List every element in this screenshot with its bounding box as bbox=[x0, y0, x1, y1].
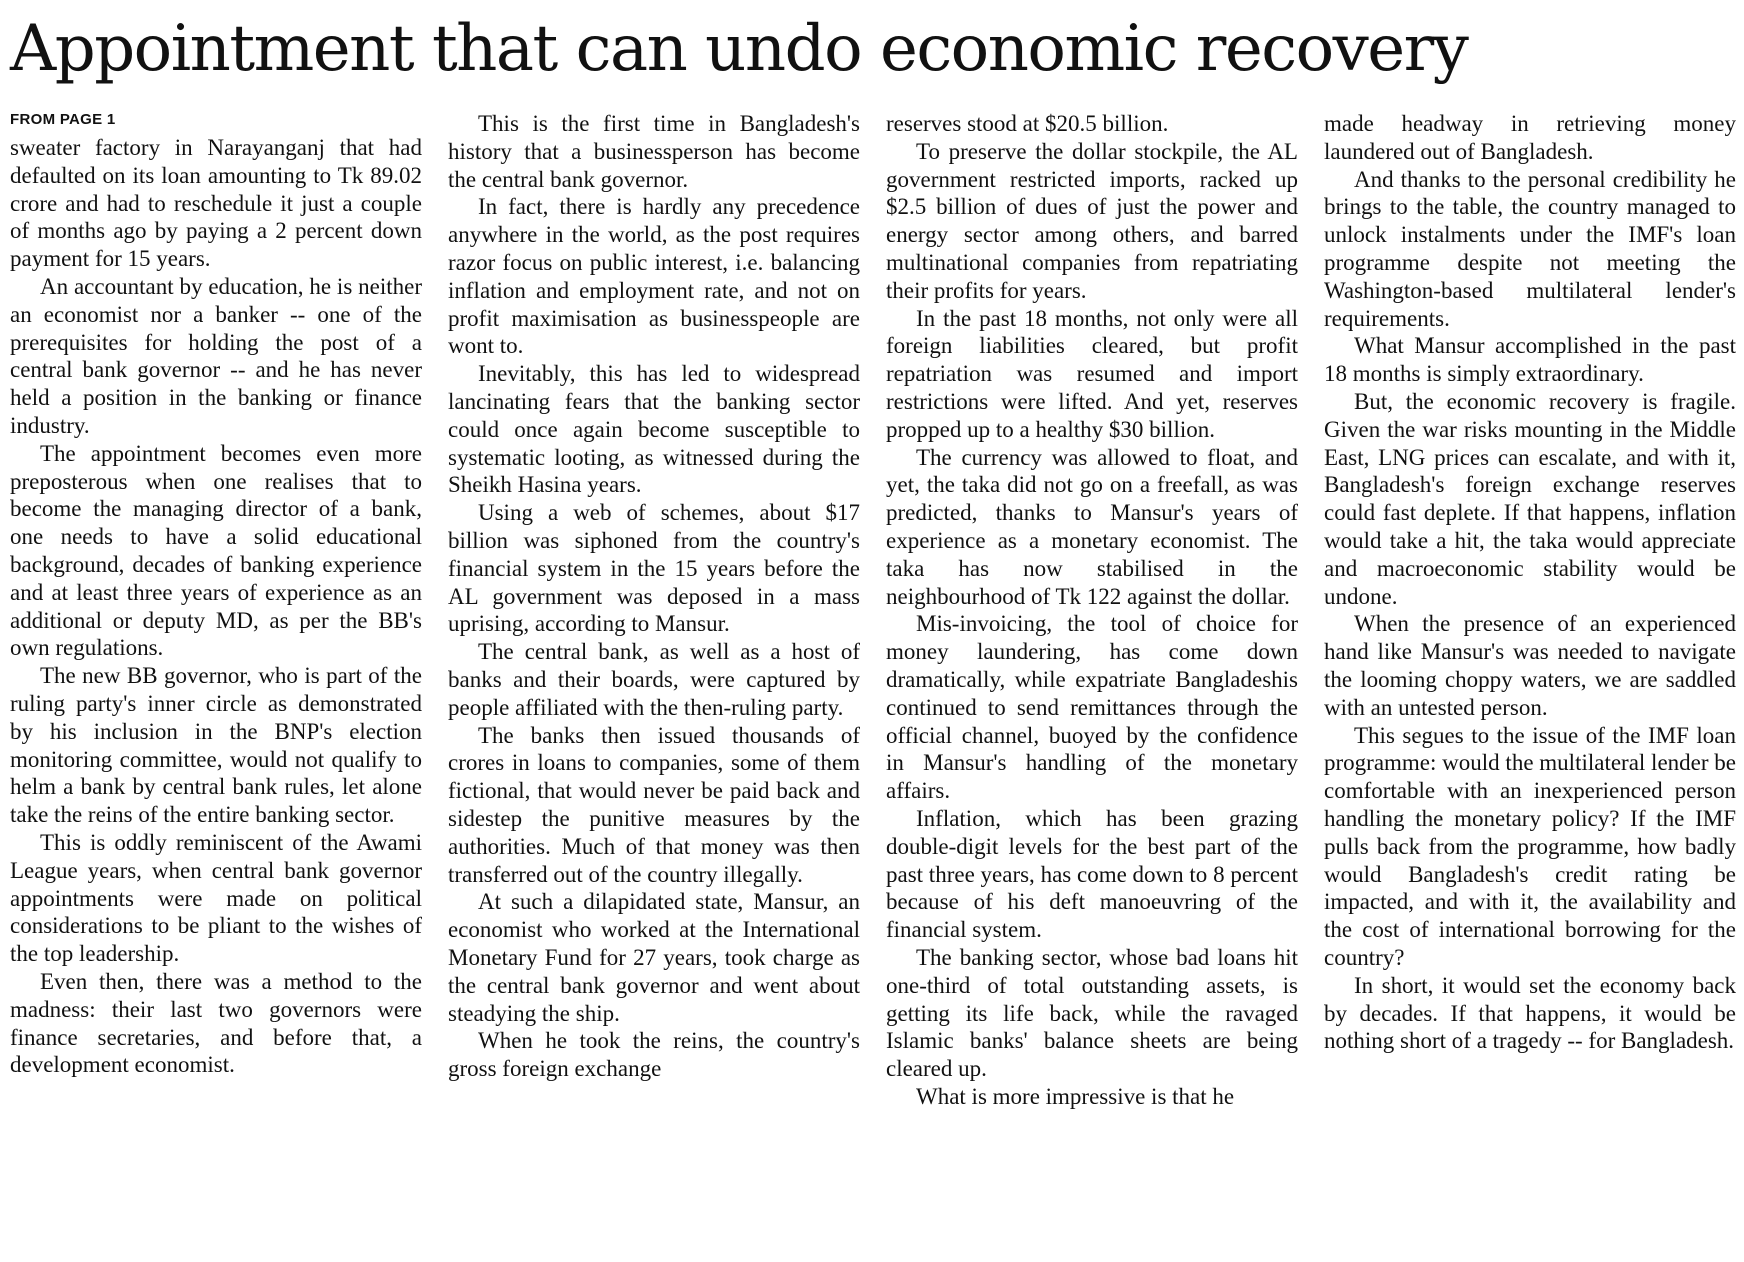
article-paragraph: But, the economic recovery is fragile. Given the war risks mounting in the Middle East, LNG prices can escalate, and with it, Bangladesh's foreign exchange reserves could fast deplete. If that happens, inflation would take a hit, the taka would appreciate and macroeconomic stability would be undone. bbox=[1324, 388, 1736, 609]
article-paragraph: The new BB governor, who is part of the ruling party's inner circle as demonstrated by his inclusion in the BNP's election monitoring committee, would not qualify to helm a bank by central bank rules, let alone take the reins of the entire banking sector. bbox=[10, 663, 422, 828]
article-paragraph: An accountant by education, he is neither an economist nor a banker -- one of the prerequisites for holding the post of a central bank governor -- and he has never held a position in the banking or finance industry. bbox=[10, 273, 422, 438]
article-paragraph: sweater factory in Narayanganj that had defaulted on its loan amounting to Tk 89.02 crore and had to reschedule it just a couple of months ago by paying a 2 percent down payment for 15 years. bbox=[10, 135, 422, 272]
article-column-1 bbox=[10, 110, 422, 1258]
article-paragraph: This is oddly reminiscent of the Awami League years, when central bank governor appointments were made on political considerations to be pliant to the wishes of the top leadership. bbox=[10, 829, 422, 967]
article-paragraph: Inflation, which has been grazing double-digit levels for the best part of the past three years, has come down to 8 percent because of his deft manoeuvring of the financial system. bbox=[886, 805, 1298, 943]
article-paragraph: Even then, there was a method to the madness: their last two governors were finance secretaries, and before that, a development economist. bbox=[10, 968, 422, 1078]
article-paragraph: The currency was allowed to float, and yet, the taka did not go on a freefall, as was predicted, thanks to Mansur's years of experience as a monetary economist. The taka has now stabilised in the neighbourhood of Tk 122 against the dollar. bbox=[886, 444, 1298, 609]
article-paragraph: The banks then issued thousands of crores in loans to companies, some of them fictional, that would never be paid back and sidestep the punitive measures by the authorities. Much of that money was then transferred out of the country illegally. bbox=[448, 722, 860, 887]
article-paragraph: In the past 18 months, not only were all foreign liabilities cleared, but profit repatriation was resumed and import restrictions were lifted. And yet, reserves propped up to a healthy $30 billion. bbox=[886, 305, 1298, 442]
article-paragraph: And thanks to the personal credibility he brings to the table, the country managed to unlock instalments under the IMF's loan programme despite not meeting the Washington-based multilateral lender's requirements. bbox=[1324, 166, 1736, 331]
article-paragraph: When the presence of an experienced hand like Mansur's was needed to navigate the looming choppy waters, we are saddled with an untested person. bbox=[1324, 611, 1736, 720]
article-paragraph: To preserve the dollar stockpile, the AL government restricted imports, racked up $2.5 billion of dues of just the power and energy sector among others, and barred multinational companies from repatriating their profits for years. bbox=[886, 138, 1298, 303]
article-paragraph: The appointment becomes even more preposterous when one realises that to become the managing director of a bank, one needs to have a solid educational background, decades of banking experience and at least three years of experience as an additional or deputy MD, as per the BB's own regulations. bbox=[10, 440, 422, 661]
article-paragraph: This segues to the issue of the IMF loan programme: would the multilateral lender be comfortable with an inexperienced person handling the monetary policy? If the IMF pulls back from the programme, how badly would Bangladesh's credit rating be impacted, and with it, the availability and the cost of international borrowing for the country? bbox=[1324, 722, 1736, 970]
article-column-2 bbox=[448, 110, 860, 1258]
article-paragraph: At such a dilapidated state, Mansur, an economist who worked at the International Monetary Fund for 27 years, took charge as the central bank governor and went about steadying the ship. bbox=[448, 889, 860, 1026]
article-paragraph: When he took the reins, the country's gross foreign exchange bbox=[448, 1028, 860, 1082]
article-paragraph: Inevitably, this has led to widespread lancinating fears that the banking sector could once again become susceptible to systematic looting, as witnessed during the Sheikh Hasina years. bbox=[448, 361, 860, 498]
article-paragraph: Mis-invoicing, the tool of choice for money laundering, has come down dramatically, while expatriate Bangladeshis continued to send remittances through the official channel, buoyed by the confidence in Mansur's handling of the monetary affairs. bbox=[886, 611, 1298, 804]
article-paragraph: In fact, there is hardly any precedence anywhere in the world, as the post requires razor focus on public interest, i.e. balancing inflation and employment rate, and not on profit maximisation as businesspeople are wont to. bbox=[448, 194, 860, 359]
article-paragraph: Using a web of schemes, about $17 billion was siphoned from the country's financial system in the 15 years before the AL government was deposed in a mass uprising, according to Mansur. bbox=[448, 500, 860, 637]
headline: Appointment that can undo economic recovery bbox=[10, 12, 1468, 86]
article-paragraph: What is more impressive is that he bbox=[916, 1083, 1235, 1109]
article-paragraph: reserves stood at $20.5 billion. bbox=[886, 111, 1169, 136]
article-paragraph: The banking sector, whose bad loans hit one-third of total outstanding assets, is getting its life back, while the ravaged Islamic banks' balance sheets are being cleared up. bbox=[886, 944, 1298, 1082]
article-paragraph: The central bank, as well as a host of banks and their boards, were captured by people affiliated with the then-ruling party. bbox=[448, 639, 860, 720]
article-paragraph: made headway in retrieving money laundered out of Bangladesh. bbox=[1324, 111, 1736, 164]
article-column-4 bbox=[1324, 110, 1736, 1258]
article-paragraph: In short, it would set the economy back by decades. If that happens, it would be nothing short of a tragedy -- for Bangladesh. bbox=[1324, 972, 1736, 1054]
jump-label: FROM PAGE 1 bbox=[10, 111, 116, 128]
article-body bbox=[10, 110, 1734, 1258]
article-paragraph: This is the first time in Bangladesh's history that a businessperson has become the central bank governor. bbox=[448, 111, 860, 192]
article-column-3 bbox=[886, 110, 1298, 1258]
article-paragraph: What Mansur accomplished in the past 18 months is simply extraordinary. bbox=[1324, 333, 1736, 387]
